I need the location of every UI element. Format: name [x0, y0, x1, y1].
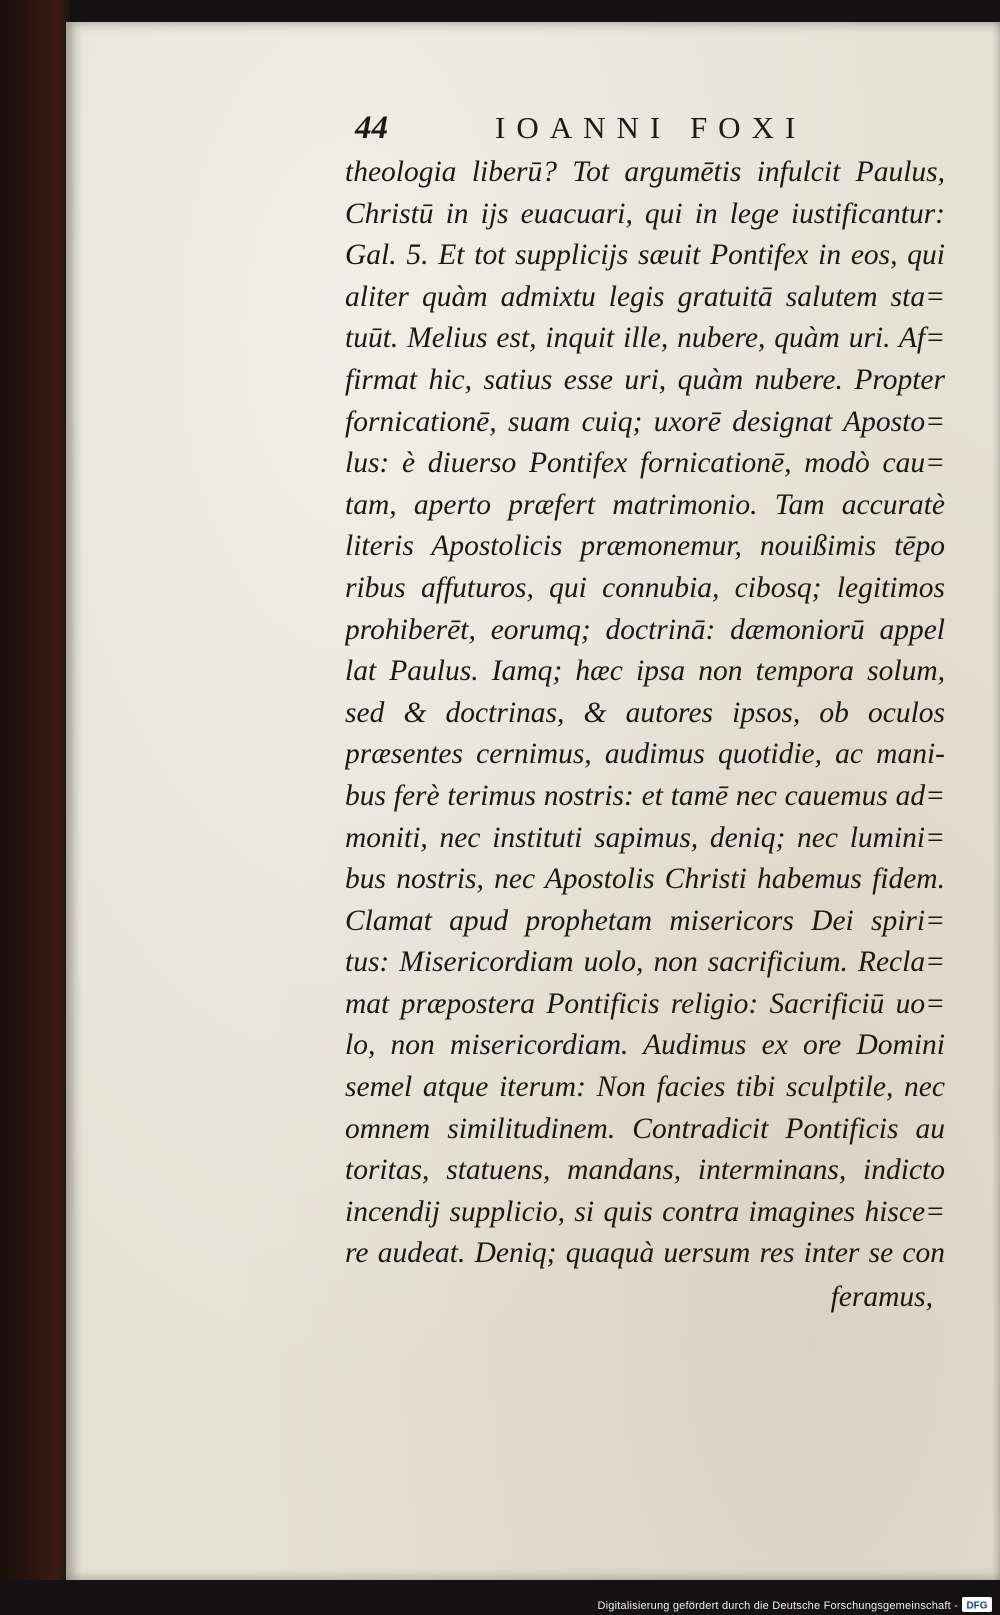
text-line: prohiberēt, eorumq; doctrinā: dæmoniorū appel: [345, 613, 945, 646]
running-head: [355, 110, 835, 150]
text-line: bus ferè terimus nostris: et tamē nec cauemus ad=: [345, 779, 945, 812]
text-line: Clamat apud prophetam misericors Dei spiri=: [345, 904, 945, 937]
text-line: præsentes cernimus, audimus quotidie, ac mani-: [345, 738, 945, 771]
page-edge-shadow: [992, 22, 1000, 1580]
text-line: lus: è diuerso Pontifex fornicationē, modò cau=: [345, 447, 945, 480]
text-line: bus nostris, nec Apostolis Christi habemus fidem.: [345, 863, 945, 896]
dfg-logo-text: DFG: [966, 1600, 988, 1612]
binding-backing: [0, 0, 70, 1580]
text-line: incendij supplicio, si quis contra imagines hisce=: [345, 1195, 945, 1228]
text-line: theologia liberū? Tot argumētis infulcit Paulus,: [345, 156, 945, 188]
page-number: 44: [355, 110, 388, 146]
text-line: mat præpostera Pontificis religio: Sacrificiū uo=: [345, 987, 945, 1020]
text-line: re audeat. Deniq; quaquà uersum res inter se con: [345, 1237, 945, 1270]
dfg-logo: [962, 1597, 992, 1612]
text-line: sed & doctrinas, & autores ipsos, ob oculos: [345, 696, 945, 729]
running-title: IOANNI FOXI: [495, 110, 807, 145]
catchword: feramus,: [830, 1281, 933, 1314]
text-line: firmat hic, satius esse uri, quàm nubere. Propter: [345, 363, 945, 396]
text-line: ribus affuturos, qui connubia, cibosq; legitimos: [345, 571, 945, 604]
text-line: tus: Misericordiam uolo, non sacrificium. Recla=: [345, 946, 945, 979]
text-line: tam, aperto præfert matrimonio. Tam accuratè: [345, 488, 945, 521]
text-line: fornicationē, suam cuiq; uxorē designat Aposto=: [345, 405, 945, 438]
text-line: tuūt. Melius est, inquit ille, nubere, quàm uri. Af=: [345, 322, 945, 355]
text-line: lo, non misericordiam. Audimus ex ore Domini: [345, 1029, 945, 1062]
dfg-logo-mark: [962, 1597, 992, 1612]
digitization-credit: Digitalisierung gefördert durch die Deutsche Forschungsgemeinschaft -: [597, 1600, 958, 1612]
text-line: literis Apostolicis præmonemur, nouißimis tēpo: [345, 530, 945, 563]
text-line: toritas, statuens, mandans, interminans, indicto: [345, 1154, 945, 1187]
text-line: moniti, nec instituti sapimus, deniq; nec lumini=: [345, 821, 945, 854]
text-line: lat Paulus. Iamq; hæc ipsa non tempora solum,: [345, 655, 945, 688]
text-line: aliter quàm admixtu legis gratuitā salutem sta=: [345, 280, 945, 313]
text-line: semel atque iterum: Non facies tibi sculptile, nec: [345, 1071, 945, 1104]
text-line: omnem similitudinem. Contradicit Pontificis au: [345, 1112, 945, 1145]
text-line: Gal. 5. Et tot supplicijs sæuit Pontifex in eos, qui: [345, 239, 945, 272]
body-text: [345, 152, 945, 1319]
text-line: Christū in ijs euacuari, qui in lege iustificantur:: [345, 197, 945, 230]
